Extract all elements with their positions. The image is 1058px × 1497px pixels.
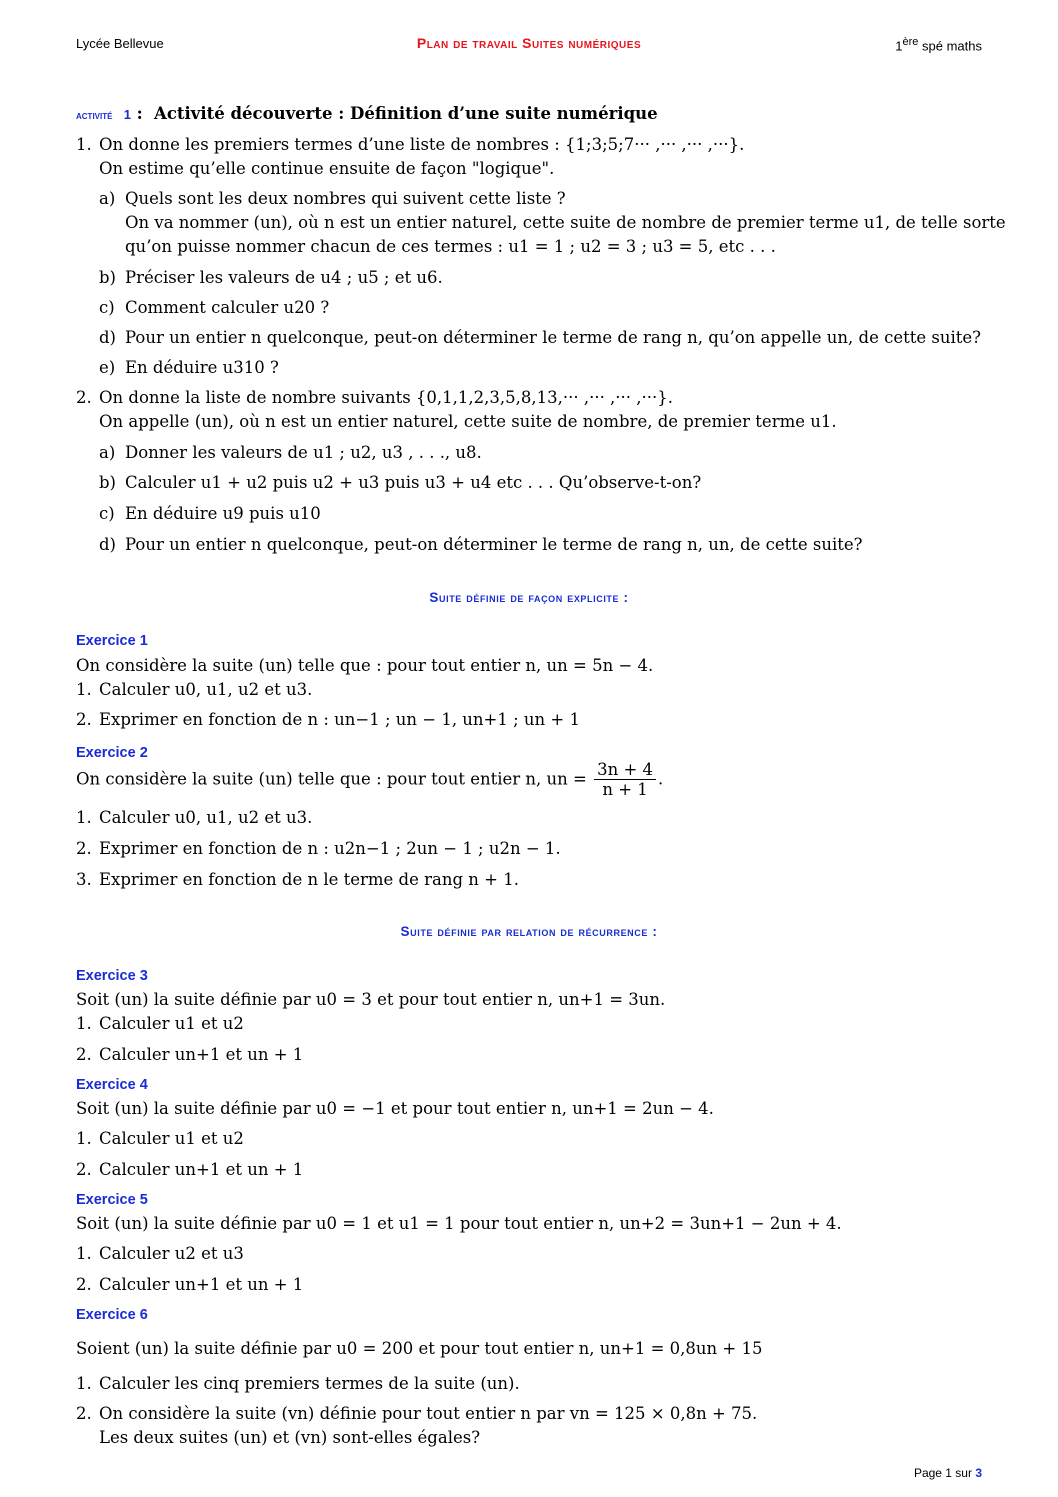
exercise-2-item2: Exprimer en fonction de n : u2n−1 ; 2un − 1 ; u2n − 1. [99, 839, 561, 858]
q1e-text: En déduire u310 ? [125, 358, 279, 377]
header-school: Lycée Bellevue [76, 36, 164, 51]
q2d-text: Pour un entier n quelconque, peut-on déterminer le terme de rang n, un, de cette suite? [125, 535, 863, 554]
exercise-2-fraction-denominator: n + 1 [602, 780, 648, 799]
header-level-suffix: spé maths [918, 38, 982, 54]
q1b-text: Préciser les valeurs de u4 ; u5 ; et u6. [125, 268, 443, 287]
exercise-4-item1: Calculer u1 et u2 [99, 1129, 244, 1148]
exercise-3-item1-number: 1. [76, 1014, 92, 1033]
header-level [895, 36, 982, 53]
q2a-label: a) [99, 443, 116, 462]
q2-line2: On appelle (un), où n est un entier naturel, cette suite de nombre, de premier terme u1. [99, 412, 837, 431]
exercise-5-item2: Calculer un+1 et un + 1 [99, 1275, 304, 1294]
q2d-label: d) [99, 535, 116, 554]
exercise-2-label: Exercice 2 [76, 745, 148, 761]
exercise-5-item2-number: 2. [76, 1275, 92, 1294]
exercise-1-item2: Exprimer en fonction de n : un−1 ; un − 1, un+1 ; un + 1 [99, 710, 580, 729]
activity-colon: : [130, 104, 143, 123]
exercise-2-item2-number: 2. [76, 839, 92, 858]
exercise-2-item3-number: 3. [76, 870, 92, 889]
exercise-3-item2: Calculer un+1 et un + 1 [99, 1045, 304, 1064]
q1c-label: c) [99, 298, 115, 317]
exercise-1-label: Exercice 1 [76, 633, 148, 649]
q2b-label: b) [99, 473, 116, 492]
exercise-6-item2: On considère la suite (vn) définie pour tout entier n par vn = 125 × 0,8n + 75. [99, 1404, 758, 1423]
exercise-5-label: Exercice 5 [76, 1192, 148, 1208]
q1a-line3: qu’on puisse nommer chacun de ces termes : u1 = 1 ; u2 = 3 ; u3 = 5, etc . . . [125, 237, 776, 256]
exercise-3-label: Exercice 3 [76, 968, 148, 984]
header-level-prefix: 1 [895, 38, 903, 54]
exercise-6-item1: Calculer les cinq premiers termes de la suite (un). [99, 1374, 520, 1393]
q1-line1: On donne les premiers termes d’une liste de nombres : {1;3;5;7··· ,··· ,··· ,···}. [99, 135, 745, 154]
header-level-sup: ère [902, 36, 919, 48]
exercise-1-item1: Calculer u0, u1, u2 et u3. [99, 680, 313, 699]
q1-line2: On estime qu’elle continue ensuite de façon "logique". [99, 159, 555, 178]
exercise-6-item2-question: Les deux suites (un) et (vn) sont-elles égales? [99, 1428, 481, 1447]
page-footer [914, 1466, 982, 1480]
q1d-label: d) [99, 328, 116, 347]
q2c-label: c) [99, 504, 115, 523]
exercise-6-item2-number: 2. [76, 1404, 92, 1423]
exercise-4-item1-number: 1. [76, 1129, 92, 1148]
page-title: Plan de travail Suites numériques [416, 35, 642, 51]
q1-number: 1. [76, 135, 92, 154]
exercise-2-period: . [658, 769, 664, 789]
exercise-2-fraction [594, 760, 656, 799]
exercise-5-statement: Soit (un) la suite définie par u0 = 1 et u1 = 1 pour tout entier n, un+2 = 3un+1 − 2un + 4. [76, 1214, 842, 1233]
exercise-2-item1: Calculer u0, u1, u2 et u3. [99, 808, 313, 827]
q1c-text: Comment calculer u20 ? [125, 298, 330, 317]
exercise-4-item2-number: 2. [76, 1160, 92, 1179]
q1b-label: b) [99, 268, 116, 287]
exercise-2-statement-line [76, 760, 663, 799]
footer-text: Page 1 sur [913, 1466, 976, 1480]
q1a-line1: Quels sont les deux nombres qui suivent cette liste ? [125, 189, 566, 208]
q2-line1: On donne la liste de nombre suivants {0,1,1,2,3,5,8,13,··· ,··· ,··· ,···}. [99, 388, 674, 407]
footer-total-pages: 3 [975, 1466, 982, 1480]
exercise-2-item1-number: 1. [76, 808, 92, 827]
exercise-2-statement: On considère la suite (un) telle que : pour tout entier n, un = [76, 769, 587, 789]
q2a-text: Donner les valeurs de u1 ; u2, u3 , . . ., u8. [125, 443, 482, 462]
q1a-line2: On va nommer (un), où n est un entier naturel, cette suite de nombre de premier terme u1, de telle sorte [125, 213, 1006, 232]
exercise-5-item1-number: 1. [76, 1244, 92, 1263]
exercise-4-label: Exercice 4 [76, 1077, 148, 1093]
q1e-label: e) [99, 358, 116, 377]
exercise-1-item1-number: 1. [76, 680, 92, 699]
exercise-6-item1-number: 1. [76, 1374, 92, 1393]
activity-number: 1 [123, 107, 131, 122]
exercise-3-item2-number: 2. [76, 1045, 92, 1064]
q1a-label: a) [99, 189, 116, 208]
q2c-text: En déduire u9 puis u10 [125, 504, 321, 523]
exercise-3-item1: Calculer u1 et u2 [99, 1014, 244, 1033]
exercise-2-item3: Exprimer en fonction de n le terme de rang n + 1. [99, 870, 519, 889]
q2b-text: Calculer u1 + u2 puis u2 + u3 puis u3 + u4 etc . . . Qu’observe-t-on? [125, 473, 702, 492]
q1d-text: Pour un entier n quelconque, peut-on déterminer le terme de rang n, qu’on appelle un, de cette suite? [125, 328, 981, 347]
exercise-3-statement: Soit (un) la suite définie par u0 = 3 et pour tout entier n, un+1 = 3un. [76, 990, 666, 1009]
exercise-1-item2-number: 2. [76, 710, 92, 729]
section-explicit-heading: Suite définie de façon explicite : [429, 590, 629, 605]
exercise-5-item1: Calculer u2 et u3 [99, 1244, 244, 1263]
exercise-6-statement: Soient (un) la suite définie par u0 = 200 et pour tout entier n, un+1 = 0,8un + 15 [76, 1339, 763, 1358]
exercise-6-label: Exercice 6 [76, 1307, 148, 1323]
section-recurrence-heading: Suite définie par relation de récurrence : [400, 924, 658, 939]
exercise-4-statement: Soit (un) la suite définie par u0 = −1 et pour tout entier n, un+1 = 2un − 4. [76, 1099, 714, 1118]
activity-tag: activité [76, 108, 113, 122]
activity-title: Activité découverte : Définition d’une suite numérique [154, 104, 658, 123]
q2-number: 2. [76, 388, 92, 407]
exercise-2-fraction-numerator: 3n + 4 [594, 760, 656, 780]
exercise-4-item2: Calculer un+1 et un + 1 [99, 1160, 304, 1179]
exercise-1-statement: On considère la suite (un) telle que : pour tout entier n, un = 5n − 4. [76, 656, 654, 675]
activity-heading [76, 104, 658, 125]
